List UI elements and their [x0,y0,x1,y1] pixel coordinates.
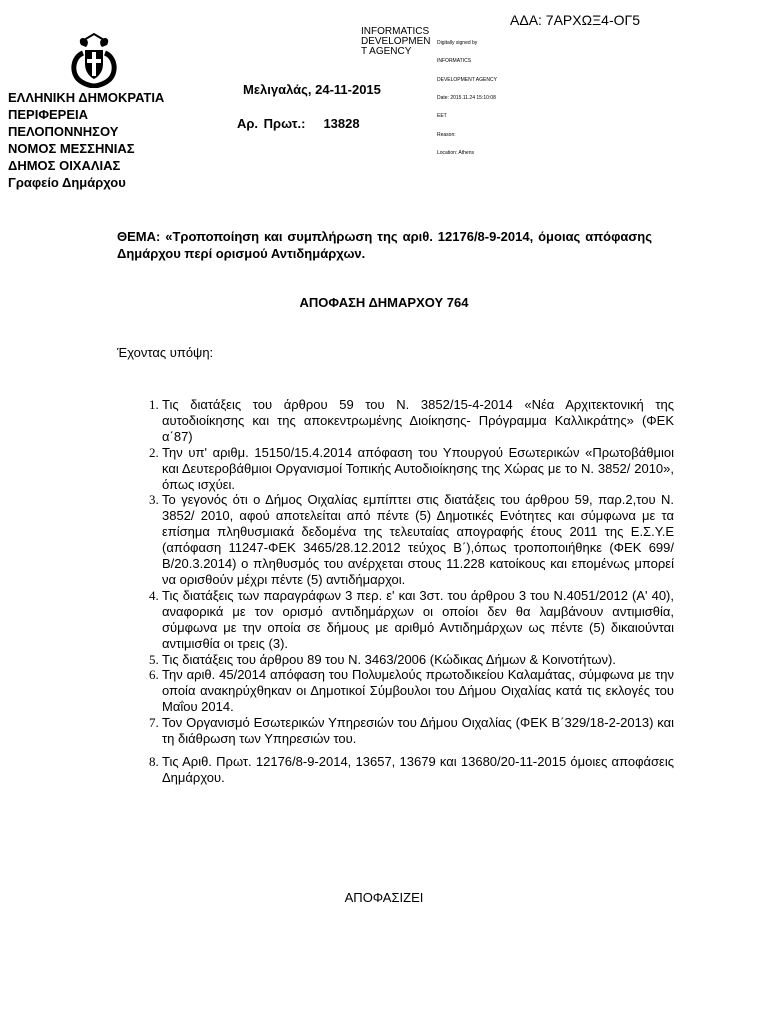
whereas-heading: Έχοντας υπόψη: [117,345,214,360]
list-item: 4. Τις διατάξεις των παραγράφων 3 περ. ε' και 3στ. του άρθρου 3 του Ν.4051/2012 (Α' 40), αναφορικά με τον ορισμό αντιδημάρχων οι οποίοι δεν θα λαμβάνουν αντιμισθία, σύμφωνα με την οποία σε δήμους με αριθμό Αντιδημάρχων ως πέντε (5) δικαιούνται αντιμισθία οι τρεις (3). [162,588,674,652]
signature-detail-line: Reason: [437,131,456,138]
list-item: 3. Το γεγονός ότι ο Δήμος Οιχαλίας εμπίπτει στις διατάξεις του άρθρου 59, παρ.2,του Ν. 3852/ 2010, αφού αποτελείται από πέντε (5) Δημοτικές Ενότητες και σύμφωνα με τα επίσημα πληθυσμιακά δεδομένα της τελευταίας απογραφής έτους 2011 της Ε.Σ.Υ.Ε (απόφαση 11247-ΦΕΚ 3465/28.12.2012 τεύχος Β΄),όπως τροποποιήθηκε (ΦΕΚ 699/Β/20.3.2014) ο πληθυσμός του ανέρχεται στους 11.228 κατοίκους και επομένως μπορεί να ορισθούν μέχρι πέντε (5) αντιδήμαρχοι. [162,492,674,587]
signature-detail-line: INFORMATICS [437,58,472,65]
issuer-block [8,89,164,191]
digital-signature-org [361,27,430,57]
signature-detail-line: EET [437,113,447,120]
ada-code: ΑΔΑ: 7ΑΡΧΩΞ4-ΟΓ5 [510,12,641,28]
protocol-number: 13828 [323,116,360,131]
protocol-number-line [237,116,360,131]
signature-org-line: T AGENCY [361,46,412,57]
decides-heading: ΑΠΟΦΑΣΙΖΕΙ [344,890,424,905]
document-subject: ΘΕΜΑ: «Τροποποίηση και συμπλήρωση της αριθ. 12176/8-9-2014, όμοιας απόφασης Δημάρχου περί ορισμού Αντιδημάρχων. [117,229,652,261]
issuer-line: ΠΕΛΟΠΟΝΝΗΣΟΥ [8,124,119,139]
signature-org-line: DEVELOPMEN [361,36,431,47]
decision-title: ΑΠΟΦΑΣΗ ΔΗΜΑΡΧΟΥ 764 [299,295,469,310]
issuer-line: ΕΛΛΗΝΙΚΗ ΔΗΜΟΚΡΑΤΙΑ [8,90,165,105]
signature-org-line: INFORMATICS [361,26,430,37]
document-date: Μελιγαλάς, 24-11-2015 [243,82,381,97]
protocol-label: Αρ. Πρωτ.: [237,116,306,131]
digital-signature-details [437,28,497,162]
greek-coat-of-arms-icon [62,31,126,88]
list-item: 2. Την υπ' αριθμ. 15150/15.4.2014 απόφαση του Υπουργού Εσωτερικών «Πρωτοβάθμιοι και Δευτεροβάθμιοι Οργανισμοί Τοπικής Αυτοδιοίκησης της Χώρας με το Ν. 3852/ 2010», όπως ισχύει. [162,445,674,493]
list-item: 1. Τις διατάξεις του άρθρου 59 του Ν. 3852/15-4-2014 «Νέα Αρχιτεκτονική της αυτοδιοίκησης και της αποκεντρωμένης Διοίκησης- Πρόγραμμα Καλλικράτης» (ΦΕΚ α΄87) [162,397,674,445]
list-item: 8. Τις Αριθ. Πρωτ. 12176/8-9-2014, 13657, 13679 και 13680/20-11-2015 όμοιες αποφάσεις Δημάρχου. [162,754,674,786]
issuer-line: ΔΗΜΟΣ ΟΙΧΑΛΙΑΣ [8,158,121,173]
issuer-line: ΠΕΡΙΦΕΡΕΙΑ [8,107,89,122]
list-item: 7. Τον Οργανισμό Εσωτερικών Υπηρεσιών του Δήμου Οιχαλίας (ΦΕΚ Β΄329/18-2-2013) και τη διάθρωση των Υπηρεσιών του. [162,715,674,747]
list-item: 6. Την αριθ. 45/2014 απόφαση του Πολυμελούς πρωτοδικείου Καλαμάτας, σύμφωνα με την οποία ανακηρύχθηκαν οι Δημοτικοί Σύμβουλοι του Δήμου Οιχαλίας κατά τις εκλογές του Μαΐου 2014. [162,667,674,715]
signature-detail-line: DEVELOPMENT AGENCY [437,76,497,83]
issuer-line: Γραφείο Δημάρχου [8,175,126,190]
list-item: 5. Τις διατάξεις του άρθρου 89 του Ν. 3463/2006 (Κώδικας Δήμων & Κοινοτήτων). [162,652,674,668]
considerations-list [140,397,674,786]
issuer-line: ΝΟΜΟΣ ΜΕΣΣΗΝΙΑΣ [8,141,135,156]
signature-detail-line: Location: Athens [437,149,474,156]
signature-detail-line: Date: 2015.11.24 15:10:08 [437,95,496,102]
signature-detail-line: Digitally signed by [437,40,478,47]
